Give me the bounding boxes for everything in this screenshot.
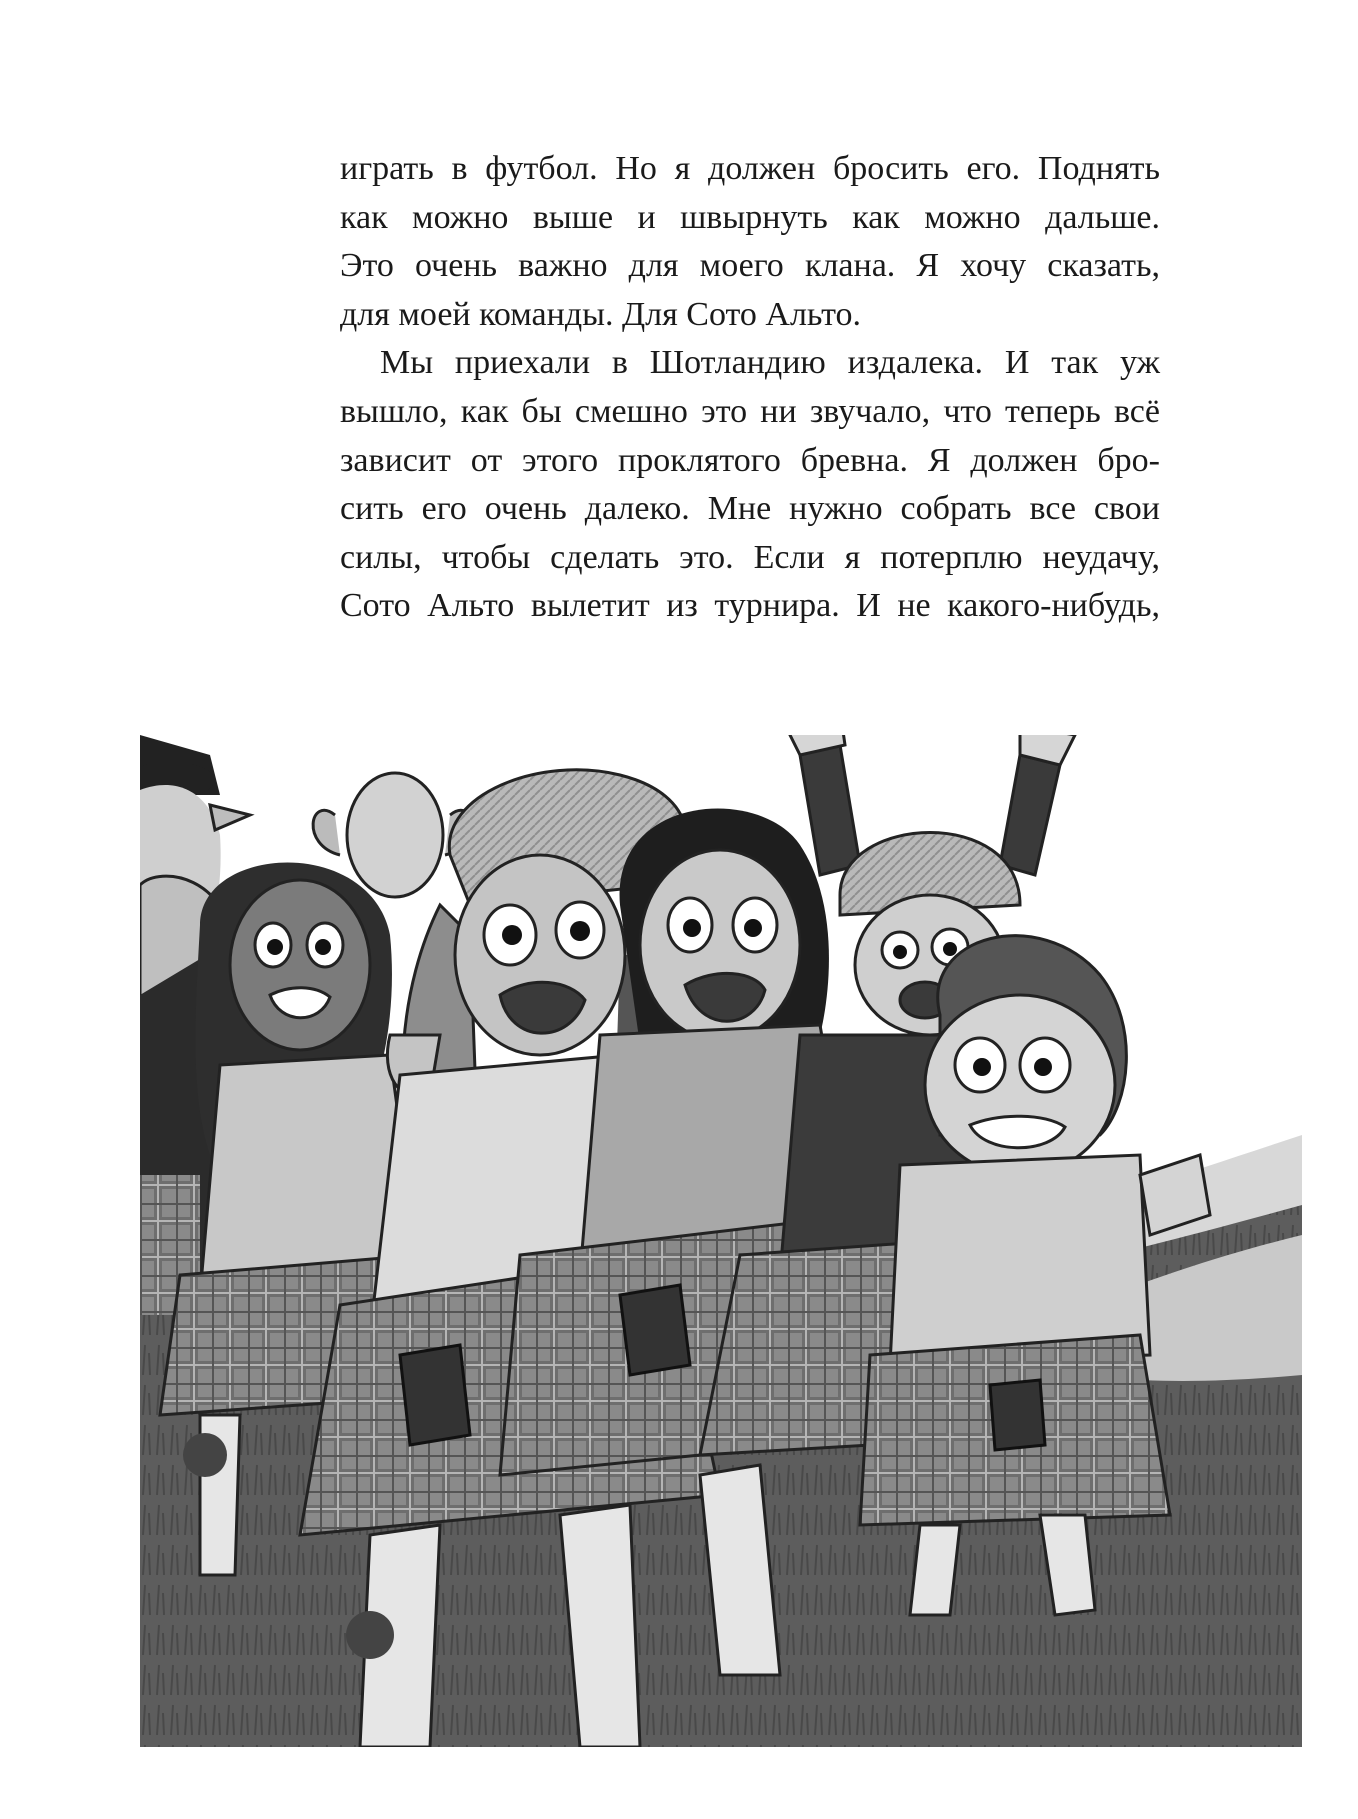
- text-line: играть в футбол. Но я должен бросить его. Поднять: [340, 150, 1160, 187]
- illustration: [140, 735, 1302, 1747]
- text-line: Мы приехали в Шотландию издалека. И так уж: [380, 344, 1160, 382]
- text-line: вышло, как бы смешно это ни звучало, что теперь всё: [340, 392, 1160, 430]
- text-line: силы, чтобы сделать это. Если я потерплю неудачу,: [340, 538, 1160, 576]
- text-line: зависит от этого проклятого бревна. Я должен бро-: [340, 441, 1160, 479]
- illustration-drawing: [140, 735, 1302, 1747]
- text-line: как можно выше и швырнуть как можно дальше.: [340, 198, 1160, 236]
- body-text: [340, 145, 1160, 631]
- paragraph-1: [340, 145, 1160, 339]
- text-line: сить его очень далеко. Мне нужно собрать все свои: [340, 490, 1160, 528]
- paragraph-2: [340, 339, 1160, 631]
- text-line: Это очень важно для моего клана. Я хочу сказать,: [340, 247, 1160, 285]
- text-line: для моей команды. Для Сото Альто.: [340, 295, 862, 333]
- text-line: Сото Альто вылетит из турнира. И не какого-нибудь,: [340, 587, 1160, 625]
